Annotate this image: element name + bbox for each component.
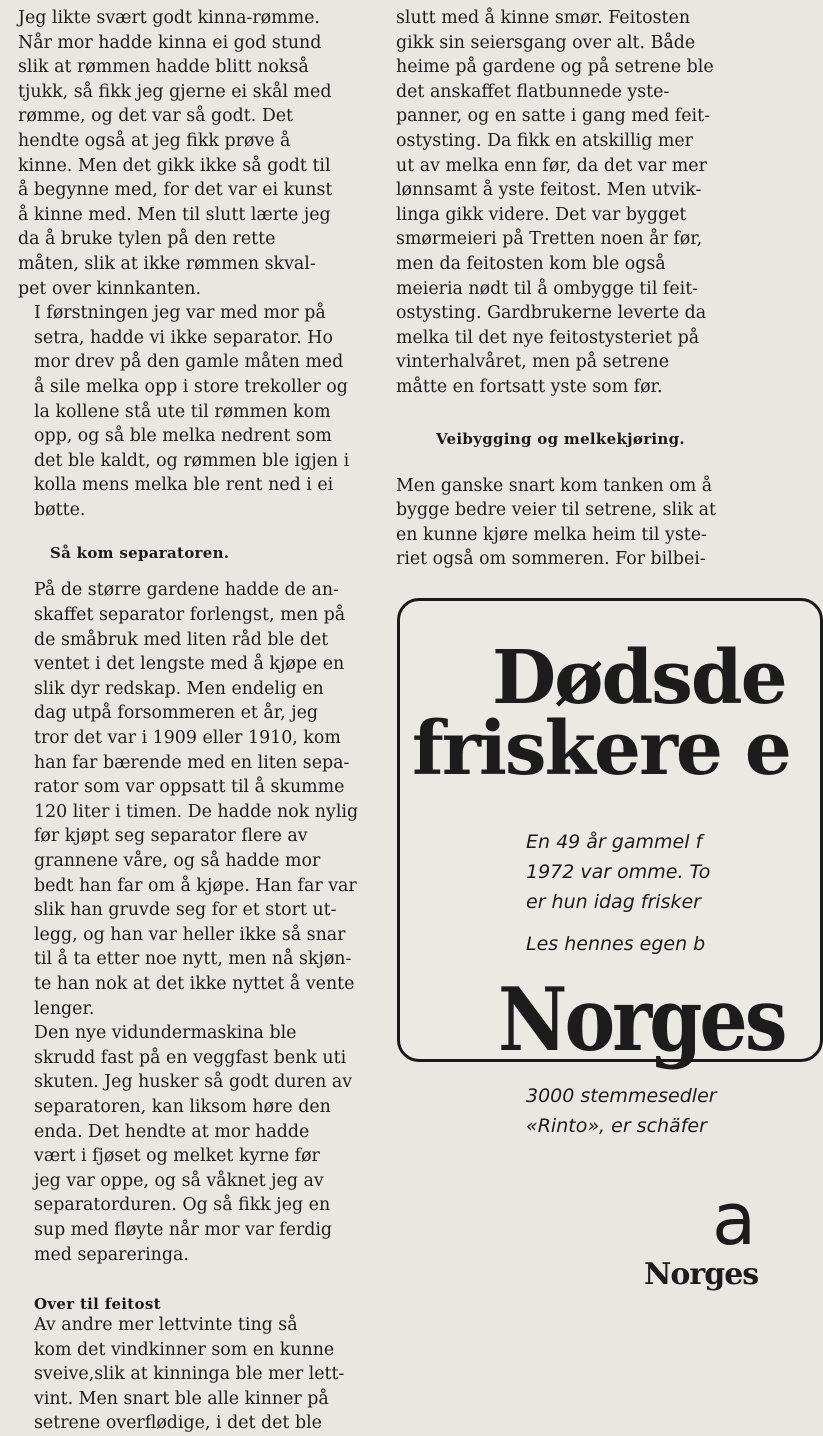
- text-line: pet over kinnkanten.: [18, 278, 201, 299]
- text-line: bøtte.: [34, 499, 86, 520]
- paragraph-right-2: [396, 474, 760, 572]
- text-line: hendte også at jeg fikk prøve å: [18, 130, 291, 151]
- text-line: vinterhalvåret, men på setrene: [396, 352, 669, 373]
- text-line: bedt han far om å kjøpe. Han far var: [34, 875, 357, 896]
- ad-italic-line-2: 1972 var omme. To: [526, 861, 711, 883]
- text-line: ut av melka enn før, da det var mer: [396, 155, 707, 176]
- ad-letter: a: [712, 1177, 757, 1261]
- text-line: vært i fjøset og melket kyrne før: [34, 1146, 320, 1167]
- text-line: en kunne kjøre melka heim til yste-: [396, 524, 707, 545]
- text-line: opp, og så ble melka nedrent som: [34, 426, 332, 447]
- text-line: separatorduren. Og så fikk jeg en: [34, 1195, 331, 1216]
- text-line: Av andre mer lettvinte ting så: [34, 1315, 298, 1336]
- text-line: ostysting. Da fikk en atskillig mer: [396, 130, 693, 151]
- text-line: I førstningen jeg var med mor på: [34, 303, 326, 324]
- ad-small-line-1: 3000 stemmesedler: [526, 1085, 717, 1107]
- text-line: kom det vindkinner som en kunne: [34, 1339, 335, 1360]
- text-line: slik dyr redskap. Men endelig en: [34, 678, 324, 699]
- text-line: sveive,slik at kinninga ble mer lett-: [34, 1364, 345, 1385]
- text-line: enda. Det hendte at mor hadde: [34, 1121, 310, 1142]
- text-line: slik at rømmen hadde blitt nokså: [18, 57, 309, 78]
- text-line: jeg var oppe, og så våknet jeg av: [34, 1170, 324, 1191]
- text-line: men da feitosten kom ble også: [396, 253, 666, 274]
- text-line: ostysting. Gardbrukerne leverte da: [396, 303, 707, 324]
- text-line: skrudd fast på en veggfast benk uti: [34, 1047, 347, 1068]
- text-line: da å bruke tylen på den rette: [18, 229, 276, 250]
- text-line: Den nye vidundermaskina ble: [34, 1023, 297, 1044]
- text-line: sup med fløyte når mor var ferdig: [34, 1219, 333, 1240]
- text-line: måten, slik at ikke rømmen skval-: [18, 253, 316, 274]
- text-line: setra, hadde vi ikke separator. Ho: [34, 327, 333, 348]
- text-line: te han nok at det ikke nyttet å vente: [34, 973, 355, 994]
- text-line: Jeg likte svært godt kinna-rømme.: [18, 8, 320, 28]
- ad-italic-line-3: er hun idag frisker: [526, 891, 701, 913]
- text-line: smørmeieri på Tretten noen år før,: [396, 229, 703, 250]
- advertisement-box: [397, 598, 823, 1292]
- text-line: han far bærende med en liten sepa-: [34, 752, 350, 773]
- text-line: legg, og han var heller ikke så snar: [34, 924, 346, 945]
- text-line: panner, og en satte i gang med feit-: [396, 106, 710, 127]
- text-line: å begynne med, for det var ei kunst: [18, 180, 333, 201]
- subheading-veibygging: Veibygging og melkekjøring.: [436, 429, 685, 448]
- text-line: vint. Men snart ble alle kinner på: [34, 1388, 329, 1409]
- ad-headline-1: Dødsde: [492, 635, 786, 721]
- text-line: tjukk, så fikk jeg gjerne ei skål med: [18, 81, 332, 102]
- text-line: separatoren, kan liksom høre den: [34, 1096, 331, 1117]
- text-line: setrene overflødige, i det det ble: [34, 1413, 322, 1434]
- text-line: bygge bedre veier til setrene, slik at: [396, 500, 717, 521]
- ad-italic-line-4: Les hennes egen b: [526, 933, 706, 955]
- ad-footer-name: Norges: [644, 1257, 759, 1292]
- article-left-column: [18, 6, 370, 1436]
- text-line: grannene våre, og så hadde mor: [34, 851, 321, 871]
- text-line: 120 liter i timen. De hadde nok nylig: [34, 801, 359, 822]
- text-line: melka til det nye feitostysteriet på: [396, 327, 700, 348]
- ad-big-heading: Norges: [498, 968, 785, 1071]
- paragraph-4: [18, 1021, 370, 1267]
- paragraph-1: [18, 6, 370, 301]
- text-line: måtte en fortsatt yste som før.: [396, 376, 663, 397]
- ad-italic-line-1: En 49 år gammel f: [526, 831, 703, 853]
- text-line: tror det var i 1909 eller 1910, kom: [34, 728, 341, 749]
- text-line: det anskaffet flatbunnede yste-: [396, 81, 670, 102]
- text-line: gikk sin seiersgang over alt. Både: [396, 32, 696, 53]
- text-line: riet også om sommeren. For bilbei-: [396, 549, 706, 570]
- text-line: heime på gardene og på setrene ble: [396, 57, 714, 78]
- paragraph-5: [18, 1313, 370, 1436]
- text-line: skaffet separator forlengst, men på: [34, 605, 346, 626]
- text-line: kolla mens melka ble rent ned i ei: [34, 475, 334, 496]
- text-line: å sile melka opp i store trekoller og: [34, 376, 348, 397]
- subheading-feitost: Over til feitost: [34, 1295, 161, 1314]
- text-line: å kinne med. Men til slutt lærte jeg: [18, 204, 331, 225]
- text-line: rømme, og det var så godt. Det: [18, 106, 294, 127]
- text-line: På de større gardene hadde de an-: [34, 580, 339, 601]
- text-line: la kollene stå ute til rømmen kom: [34, 401, 331, 422]
- text-line: før kjøpt seg separator flere av: [34, 826, 308, 847]
- text-line: kinne. Men det gikk ikke så godt til: [18, 155, 331, 176]
- text-line: de småbruk med liten råd ble det: [34, 629, 329, 650]
- text-line: slik han gruvde seg for et stort ut-: [34, 900, 337, 921]
- text-line: til å ta etter noe nytt, men nå skjøn-: [34, 949, 352, 970]
- text-line: det ble kaldt, og rømmen ble igjen i: [34, 450, 350, 471]
- text-line: Men ganske snart kom tanken om å: [396, 475, 713, 496]
- text-line: Når mor hadde kinna ei god stund: [18, 32, 322, 53]
- text-line: skuten. Jeg husker så godt duren av: [34, 1072, 353, 1093]
- article-right-column: [396, 6, 760, 572]
- text-line: med separeringa.: [34, 1244, 189, 1265]
- text-line: lønnsamt å yste feitost. Men utvik-: [396, 180, 702, 201]
- text-line: dag utpå forsommeren et år, jeg: [34, 703, 319, 724]
- text-line: ventet i det lengste med å kjøpe en: [34, 654, 345, 675]
- text-line: slutt med å kinne smør. Feitosten: [396, 8, 691, 28]
- text-line: rator som var oppsatt til å skumme: [34, 777, 345, 798]
- text-line: mor drev på den gamle måten med: [34, 352, 344, 373]
- paragraph-3: [18, 578, 370, 1021]
- subheading-separator: Så kom separatoren.: [50, 544, 230, 563]
- text-line: linga gikk videre. Det var bygget: [396, 204, 687, 225]
- ad-small-line-2: «Rinto», er schäfer: [526, 1115, 707, 1137]
- paragraph-right-1: [396, 6, 760, 400]
- text-line: lenger.: [34, 998, 95, 1019]
- ad-headline-2: friskere e: [412, 706, 790, 792]
- text-line: meieria nødt til å ombygge til feit-: [396, 278, 699, 299]
- paragraph-2: [18, 301, 370, 522]
